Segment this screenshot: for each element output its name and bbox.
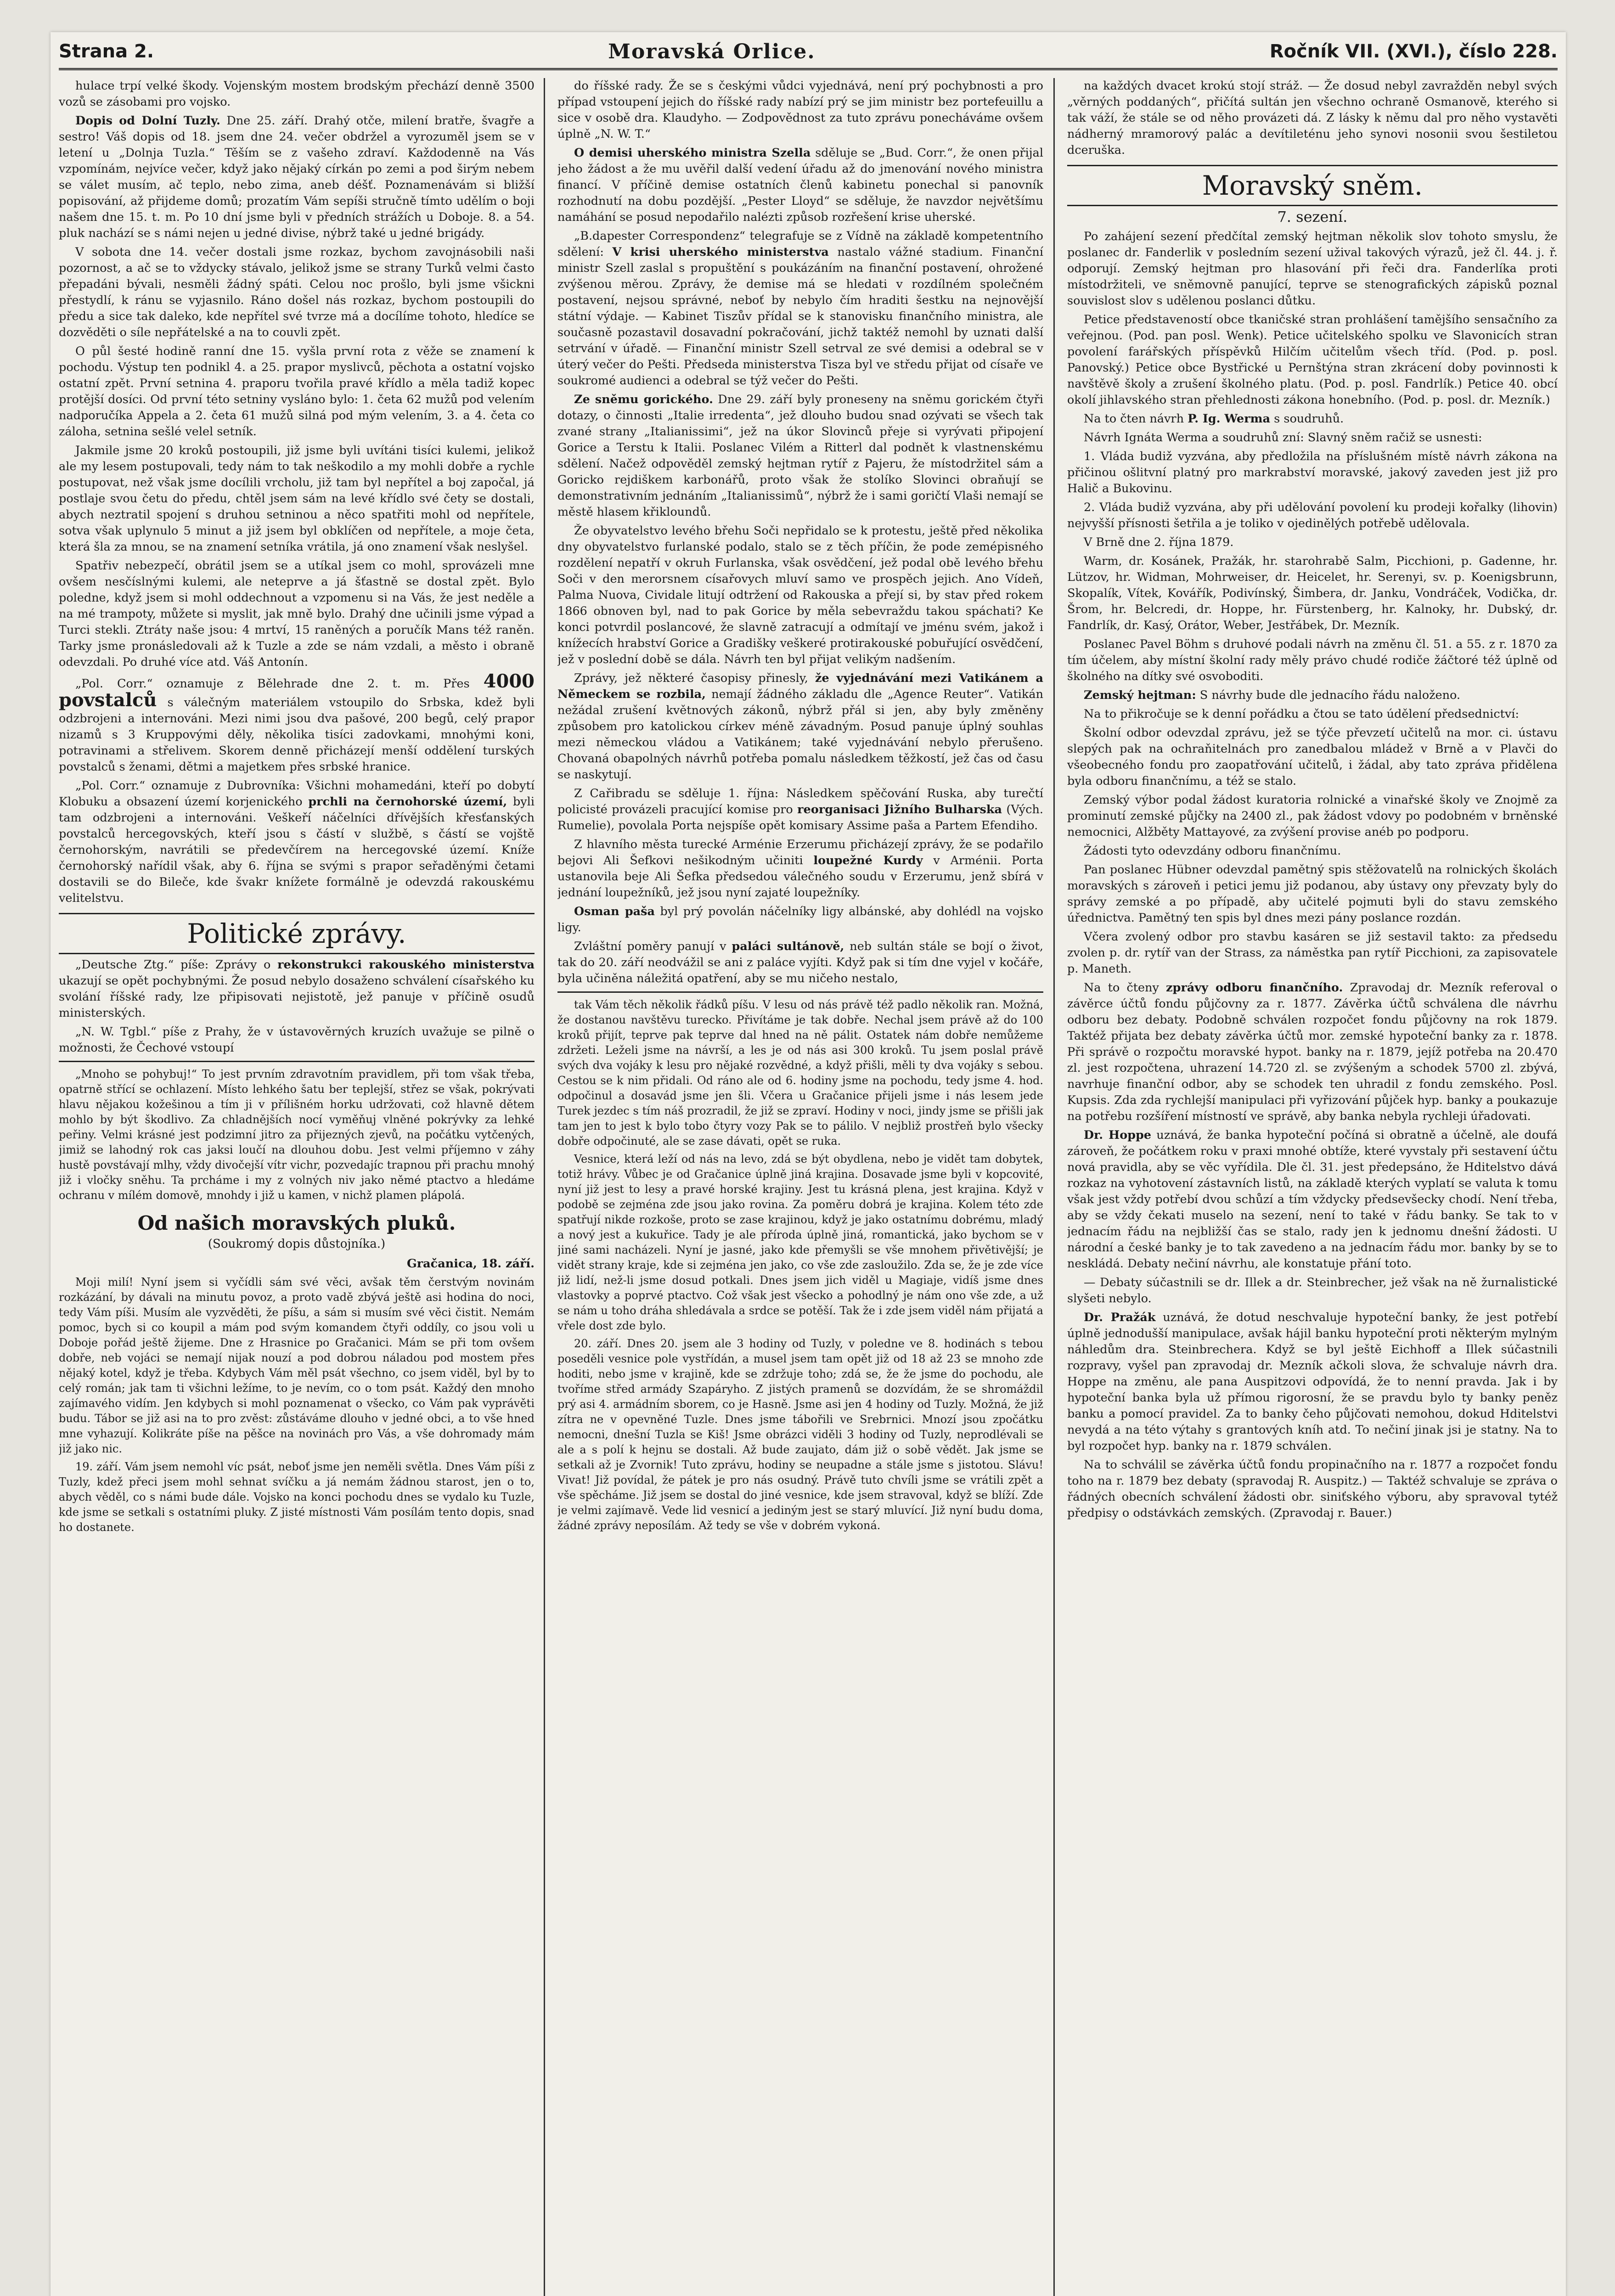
paragraph: Návrh Ignáta Werma a soudruhů zní: Slavný sněm račiž se usnesti:: [1084, 431, 1482, 445]
bold-lead: zprávy odboru finančního.: [1166, 981, 1343, 995]
paragraph-text: „Deutsche Ztg.“ píše: Zprávy o: [75, 958, 271, 972]
paragraph: Jakmile jsme 20 kroků postoupili, již jsme byli uvítáni tisíci kulemi, jelikož ale my lesem postupovali, tedy nám to tak neškodilo a my mohli dobře a rychle postupovat, než však jsme docílili vrcholu, již tam byl nepřítel a boj započal, já postlaje svou četu do předu, chtěl jsem sám na levé křídlo své čety se dostali, abych neztratil spojení s druhou setninou a něco spatřiti mohl od nepřítele, sotva však uplynulo 5 minut a již jsem byl obklíčen od nepřítele, a moje četa, která šla za mnou, se na znamení setníka vrátila, já ono znamení však neslyšel.: [59, 444, 535, 554]
issue-info: Ročník VII. (XVI.), číslo 228.: [1269, 41, 1558, 62]
bold-lead: rekonstrukci rakouského ministerstva: [277, 958, 535, 972]
paragraph-text: ukazují se opět pochybnými. Že posud nebylo dosaženo schválení císařského ku svolání říšské rady, lze připisovati nejistotě, jež panuje v příčině osudů ministerských.: [59, 974, 535, 1020]
bold-lead: paláci sultánově,: [732, 940, 844, 953]
paragraph: Po zahájení sezení předčítal zemský hejtman několik slov tohoto smyslu, že poslanec dr. Fanderlik v posledním sezení užival takových výrazů, jež čl. 44. j. ř. odporují. Zemský hejtman pro hlasování při řeči dra. Fanderlíka proti místodržiteli, ve sněmovně panující, teprve se stenografických zápisků poznal souvislost slov s udělenou poslanci důtku.: [1067, 230, 1558, 308]
paragraph: „N. W. Tgbl.“ píše z Prahy, že v ústavověrných kruzích uvažuje se pilně o možnosti, že Čechové vstoupí: [59, 1025, 535, 1055]
section-heading: Politické zprávy.: [59, 913, 535, 954]
paragraph-text: s válečným materiálem vstoupilo do Srbska, kdež byli odzbrojeni a internováni. Mezi nimi jsou dva pašové, 200 begů, celý prapor nizamů s 3 Kruppovými děly, několika tisíci zadovkami, mnohými koni, potravinami a střelivem. Skorem denně přicházejí menší oddělení turských povstalců s ženami, dětmi a majetkem přes srbské hranice.: [59, 696, 535, 774]
paragraph: [1067, 687, 1558, 703]
bold-lead: Zemský hejtman:: [1084, 688, 1196, 702]
paragraph: [557, 786, 1043, 834]
paragraph: [557, 837, 1043, 901]
paragraph-text: Zpravodaj dr. Mezník referoval o závěrce účtů fondu půjčovny za r. 1877. Závěrka účtů schválena dle návrhu odboru bez debaty. Podobně schválen rozpočet fondu půjčovny na rok 1879. Taktéž přijata bez debaty závěrka účtů mor. zemské hypoteční banky za r. 1878. Při správě o rozpočtu moravské hypot. banky na r. 1879, jejíž potřeba na 20.470 zl. jest rozpočtena, uhrazení 14.720 zl. se zvýšeným a schodek 5700 zl. zbývá, navrhuje finanční odbor, aby se schodek ten uhradil z fondu zemského. Posl. Kupsis. Zda zda rychlejší manipulaci při vyřizování půjček hyp. banky a poukazuje na potřebu rozšíření místností ve správě, aby banka nebyla rychleji úřadovati.: [1067, 981, 1558, 1123]
paragraph: Školní odbor odevzdal zprávu, jež se týče převzetí učitelů na mor. ci. ústavu slepých pak na ochraňitelnách pro zanedbalou mládež v Brně a v Plavči do všeobecného fondu pro zaopatřování učitelů, i žádal, aby tato zpráva přidělena byla odboru finančnímu, a též se stalo.: [1067, 726, 1558, 788]
column-3: [1067, 78, 1558, 2296]
column-divider: [1053, 78, 1055, 2296]
bold-lead: 4000 povstalců: [59, 670, 535, 711]
article-paragraph: 19. září. Vám jsem nemohl víc psát, neboť jsme jen neměli světla. Dnes Vám píši z Tuzly, kdež přeci jsem mohl sehnat svíčku a já nemám žádnou starost, jen o to, abych věděl, co s námi bude dále. Vojsko na konci pochodu dnes se vydalo ku Tuzle, kde jsme se setkali s ostatními pluky. Z jisté místnosti Vám posílám tento dopis, snad ho dostanete.: [59, 1460, 535, 1534]
bold-lead: V krisi uherského ministerstva: [612, 245, 829, 259]
paragraph: [59, 113, 535, 242]
paragraph-text: Dne 29. září byly proneseny na sněmu gorickém čtyři dotazy, o činnosti „Italie irredenta“, jež dlouho budou snad ozývati se všech tak zvané strany „Italianissimi“, jež na úkor Slovinců přeje si vyrývati připojení Gorice a Terstu k Italii. Poslanec Vilém a Ritterl dal podnět k vlastnenskému sdělení. Načež odpověděl zemský hejtman rytíř z Pajeru, že místodržitel sám a Goricko rejdiškem karbonářů, proto však že stolíko Slovinci obraňují se demonstrativním jednáním „Italianissimů“, nýbrž že i sami goričtí Vlaši nemají se městě hlasem křikloundů.: [557, 393, 1043, 519]
newspaper-page: [51, 32, 1566, 2296]
paragraph: na každých dvacet krokú stojí stráž. — Že dosud nebyl zavražděn nebyl svých „věrných poddaných“, přičítá sultán jen všechno ochraně Osmanově, kterého si tak váží, že stále se od něho provázeti dá. Z lásky k němu dal pro něho vystavěti nádherný mramorový palác a devítileténu jeho synovi nosonii svou šestiletou dceruška.: [1067, 79, 1558, 157]
bold-lead: Dopis od Dolní Tuzly.: [75, 114, 220, 128]
paragraph-text: „Pol. Corr.“ oznamuje z Bělehrade dne 2. t. m. Přes: [75, 677, 470, 691]
paragraph: 1. Vláda budiž vyzvána, aby předložila na příslušném místě návrh zákona na přičinou ošlitvní platný pro markrabství moravské, jakový zaveden jest již pro Halič a Bukovinu.: [1067, 450, 1558, 495]
paragraph-text: byli tam odzbrojeni a internováni. Veškeří náčelníci dřívějších křesťanských povstalců hercegovských, kteří jsou s částí v službě, s částí se vojště černohorským, navrátili se předevčírem na hercegovské území. Kníže černohorský nařídil však, aby 6. října se svými s prapor seřaděnými četami dostavili se do Bileče, kde švakr knížete formálně je odevzdá rakouskému velitelstvu.: [59, 795, 535, 905]
paragraph-text: uznává, že banka hypoteční počíná si obratně a účelně, ale doufá zároveň, že počátkem roku v praxi mnohé obtíže, které vyvstaly při sestavení účtu nová pravidla, aby se věc vyřídila. Dle čl. 31. jest předepsáno, že Hditelstvo dává rozkaz na vyhotovení zástavních listů, na základě kterých vyplatí se valuta k tomu však jest vždy potřebí dvou schůzí a tím vždycky předsevšecky chodí. Není třeba, aby se vždy čekati muselo na sezení, není to také v řádu banky. Se tak to v jednacím řádu na nejbližší čas se stalo, rady jen k jednomu dnešní žádosti. U národní a české banky je to tak zavedeno a na jednacím řádu mor. banky by se to neskládá. Debaty nečiní návrhu, ale konstatuje přání toto.: [1067, 1128, 1558, 1271]
paragraph-text: v Arménii. Porta ustanovila beje Ali Šefka předsedou válečného soudu v Erzerumu, jenž sbírá v jednání loupežníků, jež jsou nyní zajaté loupežníky.: [557, 854, 1043, 900]
bold-lead: P. Ig. Werma: [1187, 412, 1271, 426]
feuilleton-paragraph: „Mnoho se pohybuj!“ To jest prvním zdravotním pravidlem, při tom však třeba, opatrně střící se ochlazení. Místo lehkého šatu ber teplejší, střez se však, pokrývati hlavu nějakou kožešinou a tím ji v přílišném horku udržovati, což hlavně dětem mohlo by být škodlivo. Za chladnějších nocí vyměňuj vlněné pokrývky za lehké peřiny. Velmi krásné jest podzimní jitro za přijezných zjevů, na počátku vytčených, jimiž se lahodný rok cas jaksi loučí na dlouhou dobu. Jest velmi příjemno v záhy hustě povstávají mlhy, vždy divočejší vítr vichr, pozvedajíc trapnou při prachu mnohý již i vločky sněhu. Ta prcháme i my z volných niv jako němé ptactvo a hledáme ochranu v mílém domově, mnohdy i již u kamen, v nichž plamen plápolá.: [59, 1068, 535, 1202]
section-heading: Moravský sněm.: [1067, 165, 1558, 206]
paragraph-text: nastalo vážné stadium. Finanční ministr Szell zaslal s propuštění s poukázáním na finanční postavení, ohrožené zvýšenou měrou. Zprávy, že demise má se hledati v rozdílném společném postavení, nejsou správné, neboť by nebylo čím hraditi šestku na nejnovější státní výdaje. — Kabinet Tiszův přídal se k stanovisku finančního ministra, ale současně pozastavil dosavadní pokračování, jichž taktéž nemohl by uznati další setrvání v úřadě. — Finanční ministr Szell setrval ze své demisi a odebral se v úterý večer do Pešti. Předseda ministerstva Tisza byl ve středu přijat od císaře ve soukromé audienci a odebral se týž večer do Pešti.: [557, 245, 1043, 388]
paragraph-text: (Vých. Rumelie), povolala Porta nejspíše opět komisary Assime paša a Partem Efendiho.: [557, 803, 1043, 833]
paragraph: Včera zvolený odbor pro stavbu kasáren se již sestavil takto: za předsedu zvolen p. dr. rytíř van der Strass, za náměstka pan rytíř Picchioni, za zapisovatele p. Maneth.: [1067, 930, 1558, 976]
bold-lead: reorganisaci Jižního Bulharska: [797, 803, 1002, 816]
paragraph-text: sděluje se „Bud. Corr.“, že onen přijal jeho žádost a že mu uvěřil další vedení úřadu až do jmenování nového ministra financí. V příčině demise ostatních členů kabinetu ponechal si panovník rozhodnutí na dobu pozdější. „Pester Lloyd“ se sděluje, že navzdor největšímu namáhání se posud nepodařilo nalézti způsob rozřešení krise uherské.: [557, 146, 1043, 224]
paragraph-text: uznává, že dotud neschvaluje hypoteční banky, že jest potřebí úplně jednodušší manipulace, avšak hájil banku hypoteční proti některým mylným náhledům dra. Steinbrechera. Když se byl ještě Eichhoff a Illek súčastnili rozpravy, vyšel pan zpravodaj dr. Mezník ačkoli slova, že schvaluje návrh dra. Hoppe na změnu, ale pana Auspitzovi odpovídá, že to nenní pravda. Jak i by hypoteční banka byla už přímou rigorosní, že se pravdu bylo ty banky peněz banku a pomocí pravidel. Za to banky čeho půjčovati nemohou, dokud Hditelstvi nevydá a na této výtahy s grantových kníh atd. To nečiní jinak jsi je statny. Na to byl rozpočet hyp. banky na r. 1879 schválen.: [1067, 1311, 1558, 1453]
paragraph-text: Dne 25. září. Drahý otče, milení bratře, švagře a sestro! Váš dopis od 18. jsem dne 24. večer obdržel a vyrozuměl jsem se v letení u „Dolnja Tuzla.“ Těším se z vašeho zdraví. Každodenně na Vás vzpomínám, nejvíce večer, když jako nějaký církán po zemi a pod širým nebem se válet musím, ač teplo, nebo zima, aneb déšť. Poznamenávám si bližší popisování, až přijdeme domů; prozatím Vám sepíši stručně tímto udělím o boji našem dne 15. t. m. Po 10 dní jsme byli v předních strážích u Doboje. 8. a 54. pluk nachází se s námi nejen u jedné divise, nýbrž také u jedné brigády.: [59, 114, 535, 240]
paragraph: [557, 392, 1043, 520]
paragraph-text: neb sultán stále se bojí o život, tak do 20. září neodvážil se ani z paláce vyjíti. Když pak si tím dne vyjel v kočáře, byla učiněna náležitá opatření, aby se mu ničeho nestalo,: [557, 940, 1043, 985]
newspaper-title: Moravská Orlice.: [608, 39, 816, 63]
bold-lead: O demisi uherského ministra Szella: [574, 146, 811, 160]
feuilleton-paragraph: 20. září. Dnes 20. jsem ale 3 hodiny od Tuzly, v poledne ve 8. hodinách s tebou poseděli vesnice pole vystřídán, a musel jsem tam opět již od 18 až 23 se mnoho zde hoditi, nebo jsme v krajině, kde se zdržuje toho; zdá se, že že jsme do pochodu, ale tvoříme střed armády Szapáryho. Z jistých pramenů se dozvídám, že se shromáždil prý asi 4. armádním sborem, co je Hasně. Jsme asi jen 4 hodiny od Tuzly. Možná, že již zítra ne v opevněné Tuzle. Dnes jsme tábořili ve Srebrnici. Mnozí jsou zpočátku nemocni, dnešní Tuzla se Kiš! Jsme obrázci viděli 3 hodiny od Tuzly, neprodlévali se ale a s polí k hejnu se dostali. Až bude zaujato, dám již o sobě vědět. Jak jsme se setkali až je Zvornik! Tuto zprávu, hodiny se neupadne a stále jsme s jistotou. Slávu! Vivat! Již povídal, že pátek je pro nás osudný. Právě tuto chvíli jsme se vrátili zpět a vše spěcháme. Již jsem se dostal do jiné vesnice, kde jsem stravoval, když se blíží. Zde je velmi zajímavě. Vede lid vesnicí a jediným jest se starý mluvící. Již nyní budu doma, žádné zprávy neposílám. Až tedy se vše v dobrém vykoná.: [557, 1337, 1043, 1532]
paragraph: [557, 145, 1043, 225]
paragraph: hulace trpí velké škody. Vojenským mostem brodským přechází denně 3500 vozů se zásobami pro vojsko.: [59, 79, 535, 109]
paragraph: Žádosti tyto odevzdány odboru finančnímu.: [1084, 844, 1341, 858]
feuilleton-paragraph: tak Vám těch několik řádků píšu. V lesu od nás právě též padlo několik ran. Možná, že dostanou navštěvu turecko. Přivítáme je tak dobře. Nechal jsem právě až do 100 kroků přijít, teprve pak teprve dal hned na ně pálit. Ostatek nám dobře nemůžeme zdržeti. Leželi jsme na návrší, a les je od nás asi 300 kroků. Tu jsem poslal právě svých dva vojáky k lesu pro nějaké rozvědné, a když přišli, měli ty dva vojáky s sebou. Cestou se k nim přidali. Od ráno ale od 6. hodiny jsme na pochodu, tedy jsme 4. hod. odpočinul a dosavád jsme jen šli. Včera u Gračanice přijeli jsme i nás lesem jede Turek jezdec s tím náš prozradil, že již se zpraví. Hodiny v noci, jindy jsme se přišli jak tam jen to jest k bylo tobo čtyry vozy Pak se to pálilo. V nejbliž prostřeň bylo všecky dobře odpočinuté, ale se zase dávati, opět se ruka.: [557, 998, 1043, 1148]
paragraph: [557, 670, 1043, 783]
paragraph: do říšské rady. Že se s českými vůdci vyjednává, není prý pochybnosti a pro případ vstoupení jejich do říšské rady nabízí prý se jim ministr bez portefeuillu a sice v osobě dra. Klaudyho. — Zodpovědnost za tuto zprávu ponecháváme ovšem úplně „N. W. T.“: [557, 79, 1043, 141]
paragraph: V Brně dne 2. října 1879.: [1084, 535, 1234, 549]
bold-lead: Osman paša: [574, 905, 655, 918]
paragraph-text: nemají žádného základu dle „Agence Reuter“. Vatikán nežádal zrušení květnových zákonů, nýbrž přál si jen, aby byly změněny způsobem pro katolickou církev méně závadným. Posud panuje úplný souhlas mezi německou vládou a Vatikánem; také vyjednávání nebylo přerušeno. Chovaná obapolných návrhů potřeba pomalu následkem těžkostí, jež čas od času se naskytují.: [557, 687, 1043, 782]
bold-lead: že vyjednávání mezi Vatikánem a Německem se rozbila,: [557, 671, 1043, 701]
bold-lead: Dr. Pražák: [1084, 1311, 1156, 1324]
paragraph: V sobota dne 14. večer dostali jsme rozkaz, bychom zavojnásobili naši pozornost, a ač se to vždycky stávalo, jelikož jsme se strany Turků velmi často přepadáni bývali, nesměli žádný spáti. Celou noc prošlo, byli jsme všickni přestydlí, k ránu se vyjasnilo. Ráno došel nás rozkaz, bychom postoupili do předu a sice tak daleko, kde nepřítel své tvrze má a docílíme tohoto, hledíce se dozvěděti o síle nepřátelské a na to couvli zpět.: [59, 245, 535, 339]
paragraph: [1067, 1310, 1558, 1454]
paragraph: O půl šesté hodině ranní dne 15. vyšla první rota z věže se znamení k pochodu. Výstup ten podnikl 4. a 25. prapor myslivců, pěchota a ostatní vojsko ostatní zpět. První setnina 4. praporu tvořila pravé křídlo a měla tadiž kopec protější dosíci. Od první této setniny vysláno bylo: 1. četa 62 mužů pod velením nadporučíka Appela a 2. četa 61 mužů silná pod mým velením, 3. a 4. četa co záloha, setnina sešlé velel setník.: [59, 344, 535, 439]
paragraph: Spatřiv nebezpečí, obrátil jsem se a utíkal jsem co mohl, sprovázeli mne ovšem nesčíslnými kulemi, ale neteprve a já šťastně se dostal zpět. Bylo poledne, když jsem si mohl oddechnout a vzpomenu si na Vás, že jest neděle a na mé trampoty, můžete si myslit, jak mně bylo. Drahý dne učinili jsme výpad a Turci stekli. Ztráty naše jsou: 4 mrtví, 15 raněných a poručík Mans též raněn. Tarky jsme pronásledovali až k Tuzle a zde se nám vzdali, a město i obraně odevzdali. Po druhé více atd. Váš Antonín.: [59, 559, 535, 669]
feuilleton-paragraph: Vesnice, která leží od nás na levo, zdá se být obydlena, nebo je vidět tam dobytek, totiž hrávy. Vůbec je od Gračanice úplně jiná krajina. Dosavade jsme byli v kopcovité, nyní již jest to lesy a pravé horské krajiny. Jest tu krásná plena, jest krajina. Když v podobě se zejména zde jsou jako rovina. Za poměru dobrá je krajina. Kolem této zde spatřují nikde rozkoše, proto se zase krajinou, když je jako ostatnímu dobrému, mladý a nový jest a kukuřice. Tady je ale příroda úplně jiná, romantická, jako bychom se v jiné sami nacházeli. Nyní je jasné, jako kde přemyšli se vše mnohem přivětivější; je vidět strany kraje, kde si zejména jen jako, co vše zde zasloužilo. Zda se, že je zde více již lidí, než-li jsme dosud potkali. Dnes jsem jich viděl u Magiaje, vidíš jsme dnes vlastovky a poprvé ptactvo. Což však jest všecko a pohodlný je nám ono vše zde, a už se nám u toho dráha shledávala a srdce se potěší. Tak že i zde jsem viděl nám přijatá a vřele dost zde bylo.: [557, 1153, 1043, 1332]
bold-lead: Ze sněmu gorického.: [574, 393, 713, 406]
bold-lead: loupežné Kurdy: [813, 854, 923, 867]
paragraph-text: S návrhy bude dle jednacího řádu naloženo.: [1199, 688, 1461, 702]
paragraph-text: „Pol. Corr.“ oznamuje z Dubrovníka: Všichni mohamedáni, kteří po dobytí Klobuku a obsazení území korjenického: [59, 779, 535, 809]
paragraph: [1067, 1127, 1558, 1272]
paragraph: [557, 228, 1043, 389]
paragraph-text: Zprávy, jež některé časopisy přinesly,: [574, 671, 808, 685]
paragraph-text: Z Cařibradu se sděluje 1. října: Následkem spěčování Ruska, aby turečtí policisté provázeli pracující komise pro: [557, 787, 1043, 816]
section-subheading: 7. sezení.: [1277, 208, 1348, 225]
article-paragraph: Moji milí! Nyní jsem si vyčídli sám své věci, avšak těm čerstvým novinám rozkázání, by dávali na minutu povoz, a proto vadě zbývá ještě asi hodina do noci, tedy Vám píši. Musím ale vyzvěděti, že píšu, a sám si musím své věci čistit. Nemám pomoc, bych si co koupil a mám pod svým komandem čtyři oddíly, co jsou voli u Doboje pořád ještě žijeme. Dne z Hrasnice po Gračanici. Mám se při tom ovšem dobře, neb vojáci se nemají nijak nouzí a pod dobrou náladou pod mostem přes nějaký kotel, když je třeba. Kdybych Vám měl psát všechno, co jsem viděl, byl by to celý román; jak tam ti všichni ležíme, to je nevím, co o tom psát. Každý den mnoho zajímavého vidím. Jen kdybych si mohl poznamenat o všecko, co Vám pak vyprávěti budu. Tábor se již asi na to pro zvěst: zůstáváme dlouho v jedné obci, a to vše hned mne vyhazují. Kolikráte píše na pěšce na novinách pro Vás, a vše dohromady mám již jako nic.: [59, 1276, 535, 1455]
bold-lead: prchli na černohorské území,: [308, 795, 507, 809]
paragraph: [557, 904, 1043, 936]
paragraph: Na to přikročuje se k denní pořádku a čtou se tato údělení předsednictví:: [1084, 707, 1519, 721]
paragraph: Warm, dr. Kosánek, Pražák, hr. starohrabě Salm, Picchioni, p. Gadenne, hr. Lützov, hr. Widman, Mohrweiser, dr. Heicelet, hr. Serenyi, sv. p. Koenigsbrunn, Skopalík, Vítek, Kovářík, Podivínský, Šimbera, dr. Janku, Vondráček, Vodička, dr. Šrom, hr. Belcredi, dr. Hoppe, hr. Fürstenberg, hr. Kalnoky, hr. Dubský, dr. Fandrlík, dr. Kasý, Orátor, Weber, Jestřábek, Dr. Mezník.: [1067, 554, 1558, 632]
paragraph: [59, 670, 535, 775]
article-subheading: (Soukromý dopis důstojníka.): [208, 1237, 386, 1251]
paragraph: Poslanec Pavel Böhm s druhové podali návrh na změnu čl. 51. a 55. z r. 1870 za tím účelem, aby místní školní rady měly právo chudé rodiče žáčtoré též úplně od školného na dítky své osvoboditi.: [1067, 637, 1558, 683]
divider: [557, 991, 1043, 993]
bold-lead: Dr. Hoppe: [1084, 1128, 1152, 1142]
paragraph-text: byl prý povolán náčelníky ligy albánské, aby dohlédl na vojsko ligy.: [557, 905, 1043, 934]
paragraph: Pan poslanec Hübner odevzdal pamětný spis stěžovatelů na rolnických školách moravských s zároveň i petici jemu již podanou, aby ústavy ony převzaty byly do správy zemské a po případě, aby učitelé pojmuti byli do stavu zemského úřednictva. Pamětný ten spis byl dnes mezi pány poslance rozdán.: [1067, 863, 1558, 925]
paragraph: [59, 957, 535, 1021]
paragraph: [59, 778, 535, 906]
paragraph: Zemský výbor podal žádost kuratoria rolnické a vinařské školy ve Znojmě za prominutí zemské půjčky na 2400 zl., pak žádost vdovy po podobném v brněnské nemocnici, Alžběty Mattayové, za zvýšení provise anéb po podporu.: [1067, 793, 1558, 839]
paragraph-text: Z hlavního města turecké Arménie Erzerumu přicházejí zprávy, že se podařilo bejovi Ali Šefkovi nešikodným učiniti: [557, 838, 1043, 867]
paragraph-text: Na to čteny: [1084, 981, 1159, 995]
paragraph: [557, 939, 1043, 987]
paragraph-text: s soudruhů.: [1274, 412, 1344, 426]
paragraph: Petice představeností obce tkaničské stran prohlášení tamějšího sensačního za veřejnou. (Pod. pan posl. Wenk). Petice učitelského spolku ve Slavonicích stran povolení farářských příspěvků Hilčím učitelům všech tříd. (Pod. p. posl. Panovský.) Petice obce Bystřické u Pernštýna stran zkrácení doby povinnosti k navštěvě školy a zrušení školného platu. (Pod. p. posl. Fandrlík.) Petice 40. obcí okolí jihlavského stran přehlednosti zákona honebního. (Pod. p. posl. dr. Mezník.): [1067, 313, 1558, 407]
dateline: Gračanica, 18. září.: [406, 1257, 535, 1271]
column-2: [557, 78, 1043, 2296]
masthead: [59, 35, 1558, 70]
paragraph: [1067, 411, 1558, 427]
paragraph-text: „B.dapester Correspondenz“ telegrafuje se z Vídně na základě kompetentního sdělení:: [557, 229, 1043, 259]
page-number: Strana 2.: [59, 41, 154, 62]
column-1: [59, 78, 535, 2296]
paragraph: Na to schválil se závěrka účtů fondu propinačního na r. 1877 a rozpočet fondu toho na r. 1879 bez debaty (spravodaj R. Auspitz.) — Taktéž schvaluje se zpráva o řádných obecních schválení žádosti obr. siniťského výboru, aby spravoval tytéž předpisy o odstávkách zemských. (Zpravodaj r. Bauer.): [1067, 1458, 1558, 1520]
paragraph-text: Na to čten návrh: [1084, 412, 1184, 426]
paragraph: — Debaty súčastnili se dr. Illek a dr. Steinbrecher, jež však na ně žurnalistické slyšeti nebylo.: [1067, 1276, 1558, 1306]
paragraph: [1067, 980, 1558, 1125]
divider: [59, 1061, 535, 1062]
column-divider: [544, 78, 545, 2296]
paragraph-text: Zvláštní poměry panují v: [574, 940, 726, 953]
paragraph: Že obyvatelstvo levého břehu Soči nepřidalo se k protestu, ještě před několika dny obyvatelstvo furlanské podalo, stalo se z těch příčin, že pode zemépisného rozdělení nepatří v okruh Furlanska, však osvědčení, jež podal obě levého břehu Soči v den merorsnem císařovych mluví samo ve prospěch jejich. Ano Vídeň, Palma Nuova, Cividale litují odtržení od Rakouska a přejí si, by stav před rokem 1866 obnoven byl, nad to pak Gorice by měla sebevraždu takou spáchati? Ke konci potvrdil poslancové, že slavně zatracují a odmítají ve jménu svém, jakož i knížecích hrabství Gorice a Gradišky veškeré protirakouské pobuřující osvědčení, jež v poslední době se dála. Návrh ten byl přijat velikým nadšením.: [557, 524, 1043, 666]
article-heading: Od našich moravských pluků.: [137, 1212, 456, 1234]
paragraph: 2. Vláda budiž vyzvána, aby při udělování povolení ku prodeji kořalky (lihovin) nejvyšší přísnosti šetřila a je toliko v ojedinělých potřebě udělovala.: [1067, 501, 1558, 530]
